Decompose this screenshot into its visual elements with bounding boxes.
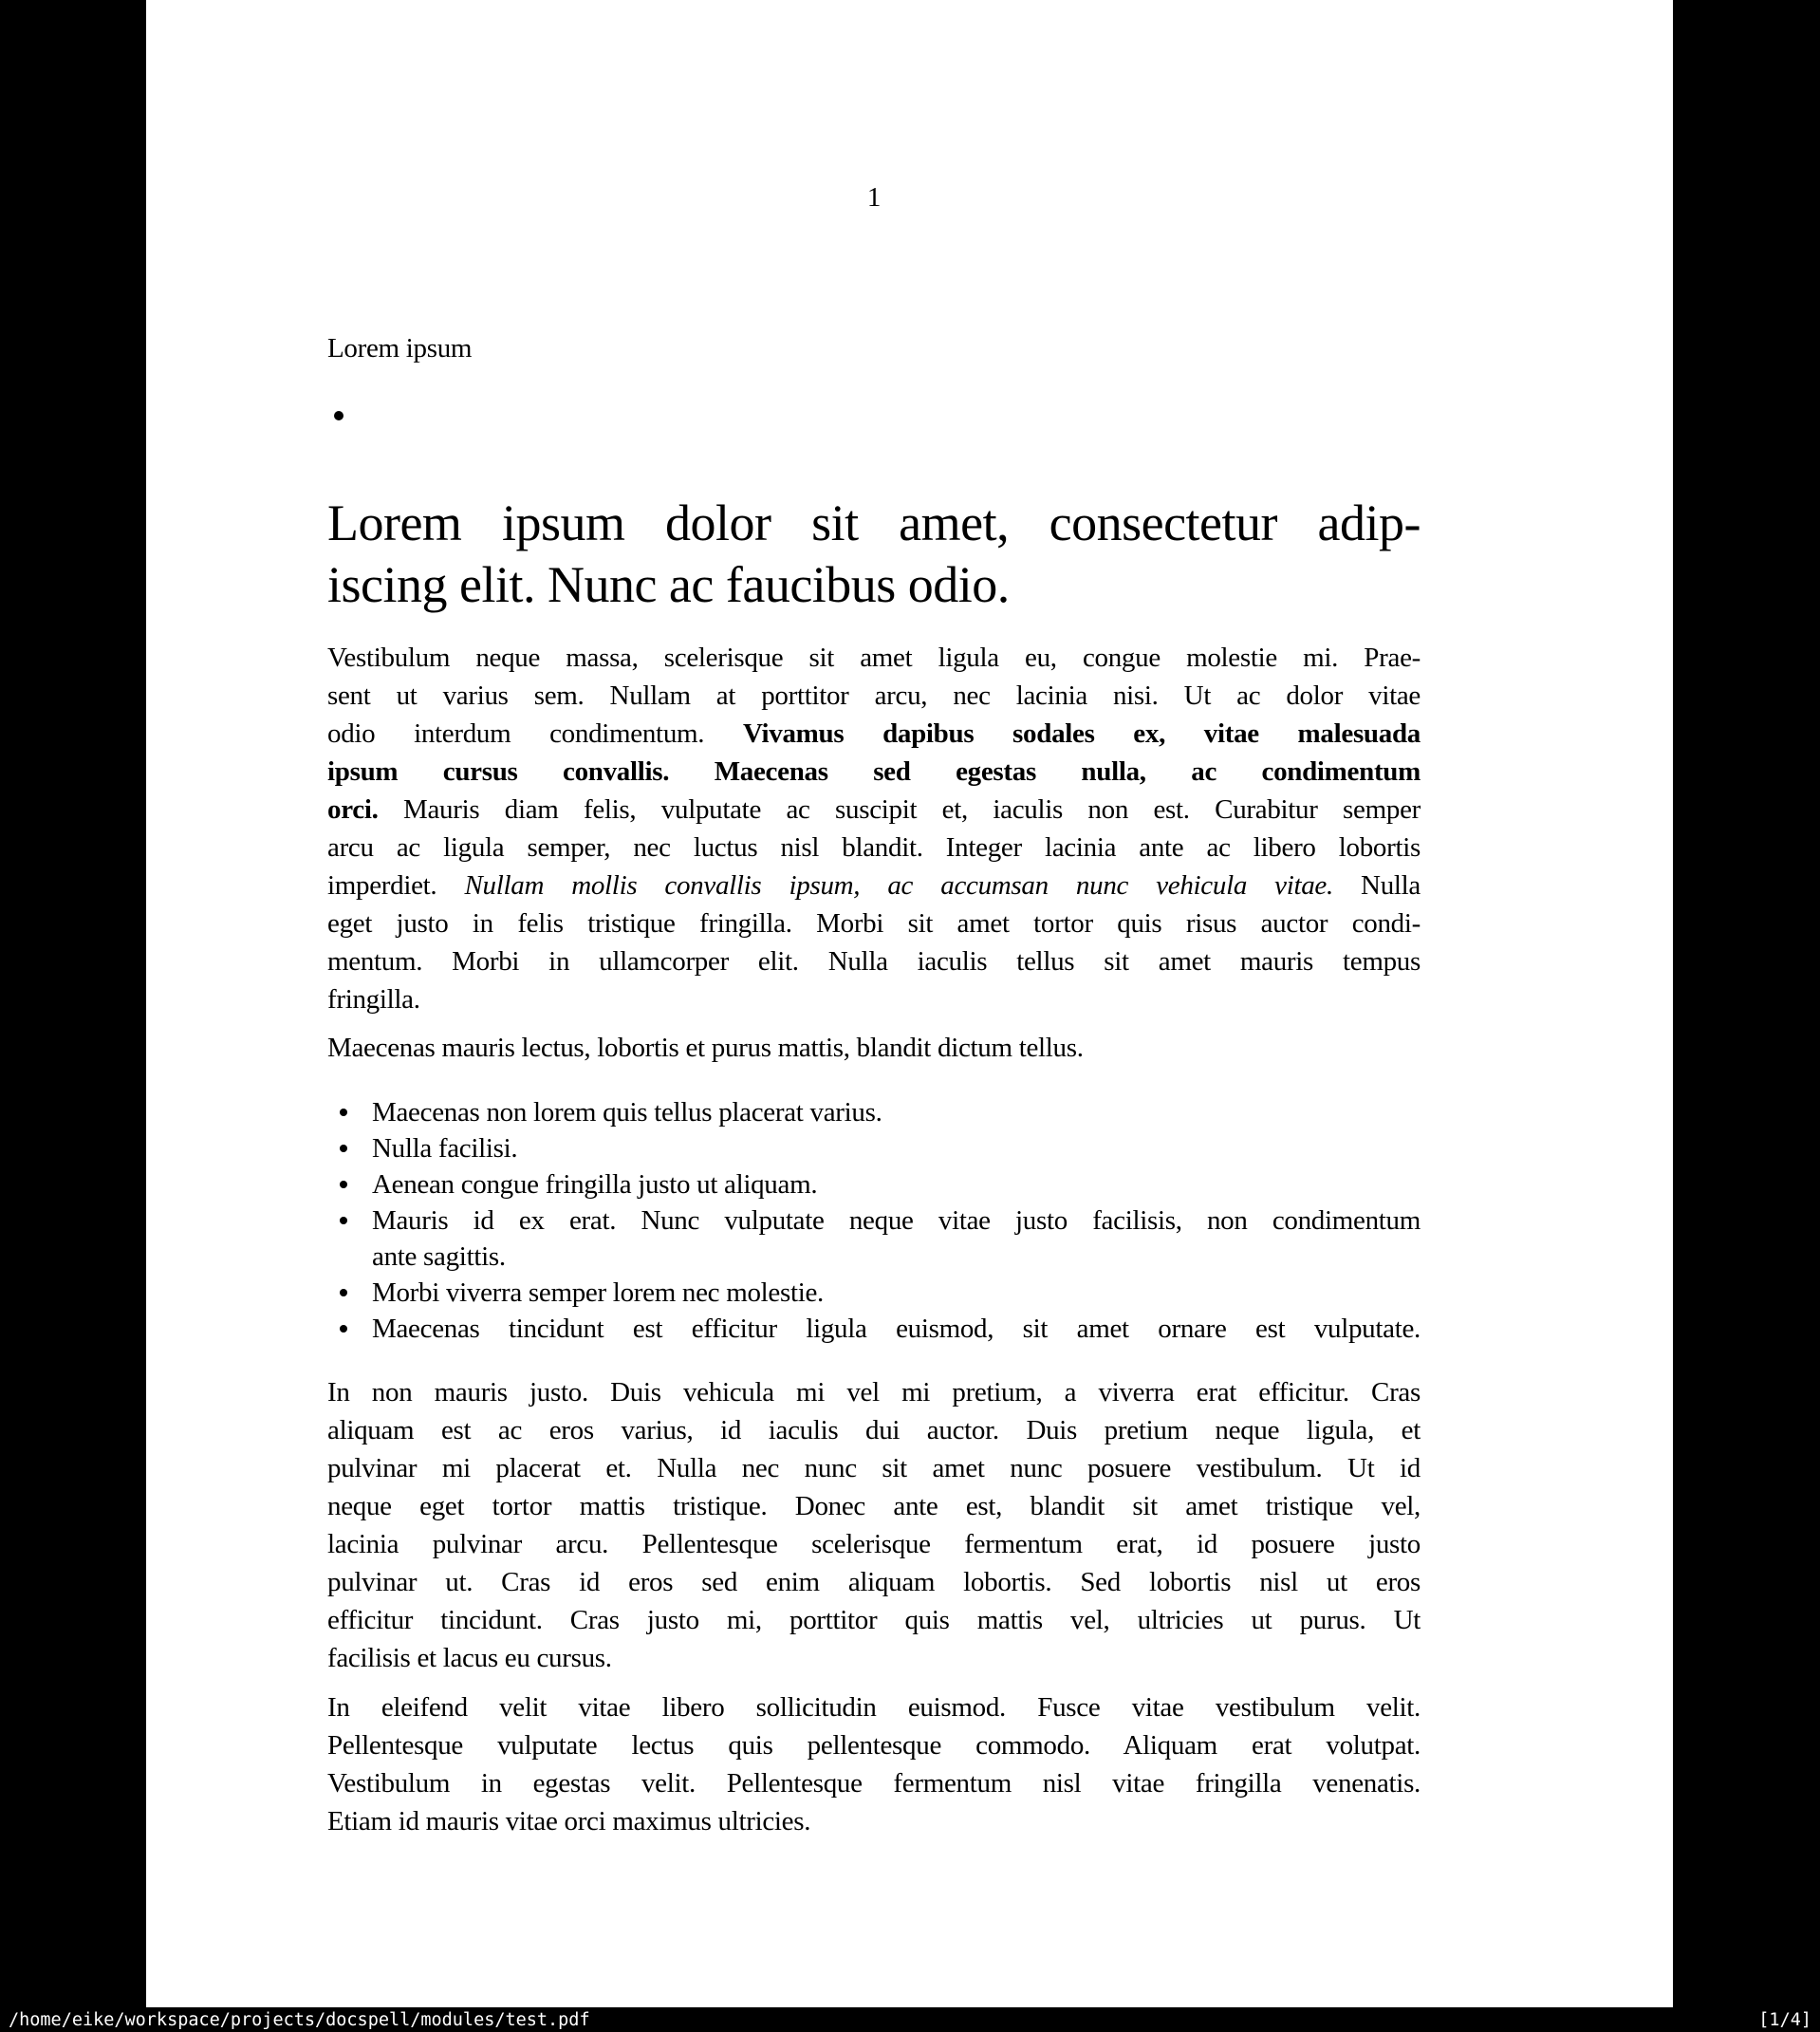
paragraph-2 — [327, 1029, 1421, 1067]
section-heading — [327, 493, 1421, 616]
text-line: fringilla. — [327, 984, 420, 1015]
text-line — [327, 753, 1421, 791]
file-path: /home/eike/workspace/projects/docspell/modules/test.pdf — [9, 2009, 590, 2030]
bullet-icon — [340, 1145, 347, 1152]
status-bar — [0, 2007, 1820, 2032]
text-line: mentum. Morbi in ullamcorper elit. Nulla iaculis tellus sit amet mauris tempus — [327, 946, 1421, 977]
bold-text-segment: ipsum cursus convallis. Maecenas sed egestas nulla, ac condimentum — [327, 756, 1421, 787]
text-line: Maecenas mauris lectus, lobortis et purus mattis, blandit dictum tellus. — [327, 1033, 1084, 1063]
bullet-icon — [340, 1289, 347, 1296]
text-line: neque eget tortor mattis tristique. Donec ante est, blandit sit amet tristique vel, — [327, 1491, 1421, 1521]
text-line: eget justo in felis tristique fringilla. Morbi sit amet tortor quis risus auctor condi- — [327, 908, 1421, 939]
list-item — [327, 1311, 1421, 1347]
text-line: facilisis et lacus eu cursus. — [327, 1643, 612, 1673]
bullet-icon — [334, 411, 344, 420]
bullet-icon — [340, 1217, 347, 1224]
empty-bullet-item — [334, 411, 353, 420]
text-line: Vestibulum neque massa, scelerisque sit amet ligula eu, congue molestie mi. Prae- — [327, 643, 1421, 673]
bold-text-segment: orci. — [327, 794, 379, 825]
text-line: In eleifend velit vitae libero sollicitudin euismod. Fusce vitae vestibulum velit. — [327, 1692, 1421, 1723]
page-indicator: [1/4] — [1758, 2009, 1811, 2030]
bullet-icon — [340, 1109, 347, 1116]
text-line: lacinia pulvinar arcu. Pellentesque scelerisque fermentum erat, id posuere justo — [327, 1529, 1421, 1559]
text-line: Aenean congue fringilla justo ut aliquam. — [372, 1169, 818, 1200]
text-line: pulvinar ut. Cras id eros sed enim aliquam lobortis. Sed lobortis nisl ut eros — [327, 1567, 1421, 1597]
text-segment: Mauris diam felis, vulputate ac suscipit et, iaculis non est. Curabitur semper — [378, 794, 1421, 825]
list-item — [327, 1130, 1421, 1166]
document-page[interactable] — [146, 0, 1673, 2007]
intro-label: Lorem ipsum — [327, 333, 473, 364]
paragraph-3 — [327, 1373, 1421, 1677]
paragraph-1 — [327, 639, 1421, 1018]
bullet-icon — [340, 1325, 347, 1333]
text-line: pulvinar mi placerat et. Nulla nec nunc sit amet nunc posuere vestibulum. Ut id — [327, 1453, 1421, 1483]
text-segment: Nulla — [1332, 870, 1421, 901]
text-line: Nulla facilisi. — [372, 1133, 518, 1164]
text-column — [327, 0, 1421, 2007]
text-line: Pellentesque vulputate lectus quis pellentesque commodo. Aliquam erat volutpat. — [327, 1730, 1421, 1761]
text-line: sent ut varius sem. Nullam at porttitor arcu, nec lacinia nisi. Ut ac dolor vitae — [327, 680, 1421, 711]
list-item — [327, 1202, 1421, 1275]
text-line: In non mauris justo. Duis vehicula mi vel mi pretium, a viverra erat efficitur. Cras — [327, 1377, 1421, 1407]
list-item — [327, 1094, 1421, 1130]
text-line: arcu ac ligula semper, nec luctus nisl blandit. Integer lacinia ante ac libero lobortis — [327, 832, 1421, 863]
text-line: Etiam id mauris vitae orci maximus ultricies. — [327, 1806, 811, 1836]
list-item — [327, 1275, 1421, 1311]
heading-line: Lorem ipsum dolor sit amet, consectetur adip- — [327, 494, 1421, 551]
paragraph-4 — [327, 1688, 1421, 1840]
bullet-list — [327, 1094, 1421, 1347]
text-line: efficitur tincidunt. Cras justo mi, porttitor quis mattis vel, ultricies ut purus. Ut — [327, 1605, 1421, 1635]
text-line — [327, 867, 1421, 904]
list-item — [327, 1166, 1421, 1202]
text-segment: imperdiet. — [327, 870, 465, 901]
text-line: Mauris id ex erat. Nunc vulputate neque vitae justo facilisis, non condimentum — [372, 1205, 1421, 1236]
text-line: aliquam est ac eros varius, id iaculis dui auctor. Duis pretium neque ligula, et — [327, 1415, 1421, 1445]
text-line: Maecenas non lorem quis tellus placerat varius. — [372, 1097, 882, 1128]
text-segment: odio interdum condimentum. — [327, 718, 743, 749]
text-line: Morbi viverra semper lorem nec molestie. — [372, 1277, 825, 1308]
italic-text-segment: Nullam mollis convallis ipsum, ac accumsan nunc vehicula vitae. — [464, 870, 1333, 901]
page-number: 1 — [866, 182, 882, 213]
text-line — [327, 791, 1421, 829]
heading-line: iscing elit. Nunc ac faucibus odio. — [327, 556, 1010, 613]
bullet-icon — [340, 1181, 347, 1188]
text-line: ante sagittis. — [372, 1241, 506, 1272]
text-line: Maecenas tincidunt est efficitur ligula euismod, sit amet ornare est vulputate. — [372, 1314, 1421, 1344]
text-line: Vestibulum in egestas velit. Pellentesque fermentum nisl vitae fringilla venenatis. — [327, 1768, 1421, 1799]
text-line — [327, 715, 1421, 753]
bold-text-segment: Vivamus dapibus sodales ex, vitae malesuada — [742, 718, 1421, 749]
